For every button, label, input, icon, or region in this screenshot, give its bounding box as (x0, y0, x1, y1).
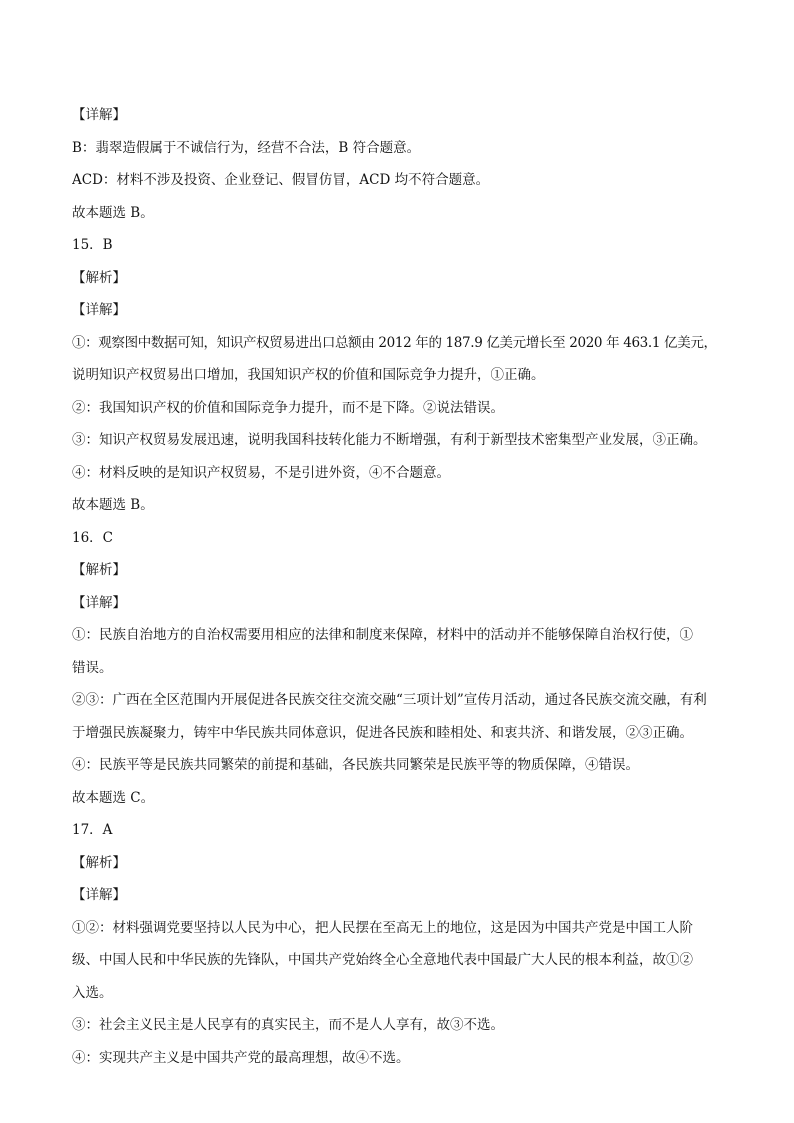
question-number: 16．C (72, 529, 114, 546)
answer-explanation: 入选。 (72, 984, 113, 1001)
answer-explanation: B：翡翠造假属于不诚信行为，经营不合法，B 符合题意。 (72, 139, 421, 156)
answer-explanation: ②：我国知识产权的价值和国际竞争力提升，而不是下降。②说法错误。 (72, 399, 504, 416)
section-heading-detail: 【详解】 (72, 302, 126, 318)
answer-explanation: 于增强民族凝聚力，铸牢中华民族共同体意识，促进各民族和睦相处、和衷共济、和谐发展，②③正确。 (72, 724, 693, 741)
answer-explanation: 错误。 (72, 659, 113, 676)
answer-explanation: ④：民族平等是民族共同繁荣的前提和基础，各民族共同繁荣是民族平等的物质保障，④错误。 (72, 757, 639, 773)
section-heading-detail: 【详解】 (72, 887, 126, 903)
answer-explanation: ④：实现共产主义是中国共产党的最高理想，故④不选。 (72, 1049, 410, 1066)
question-number: 17．A (72, 822, 113, 838)
section-heading-analysis: 【解析】 (72, 269, 126, 286)
section-heading-analysis: 【解析】 (72, 562, 126, 578)
answer-explanation: ③：知识产权贸易发展迅速，说明我国科技转化能力不断增强，有利于新型技术密集型产业发展，③正确。 (72, 432, 707, 448)
document-page (72, 99, 732, 1074)
answer-conclusion: 故本题选 B。 (72, 497, 154, 513)
answer-explanation: ACD：材料不涉及投资、企业登记、假冒仿冒，ACD 均不符合题意。 (72, 172, 490, 188)
answer-explanation: ①：民族自治地方的自治权需要用相应的法律和制度来保障，材料中的活动并不能够保障自治权行使，① (72, 627, 693, 643)
answer-explanation: ③：社会主义民主是人民享有的真实民主，而不是人人享有，故③不选。 (72, 1017, 504, 1033)
section-heading-detail: 【详解】 (72, 594, 126, 611)
answer-conclusion: 故本题选 B。 (72, 204, 154, 221)
answer-conclusion: 故本题选 C。 (72, 789, 155, 806)
answer-explanation: ①：观察图中数据可知，知识产权贸易进出口总额由 2012 年的 187.9 亿美元增长至 2020 年 463.1 亿美元， (72, 334, 717, 351)
section-heading-analysis: 【解析】 (72, 854, 126, 871)
answer-explanation: 级、中国人民和中华民族的先锋队，中国共产党始终全心全意地代表中国最广大人民的根本利益，故①② (72, 952, 693, 968)
section-heading-detail: 【详解】 (72, 107, 126, 123)
answer-explanation: 说明知识产权贸易出口增加，我国知识产权的价值和国际竞争力提升，①正确。 (72, 367, 545, 383)
answer-explanation: ④：材料反映的是知识产权贸易，不是引进外资，④不合题意。 (72, 464, 450, 481)
answer-explanation: ①②：材料强调党要坚持以人民为中心，把人民摆在至高无上的地位，这是因为中国共产党是中国工人阶 (72, 919, 693, 936)
answer-explanation: ②③：广西在全区范围内开展促进各民族交往交流交融“三项计划”宣传月活动，通过各民族交流交融，有利 (72, 692, 707, 708)
question-number: 15．B (72, 237, 113, 253)
